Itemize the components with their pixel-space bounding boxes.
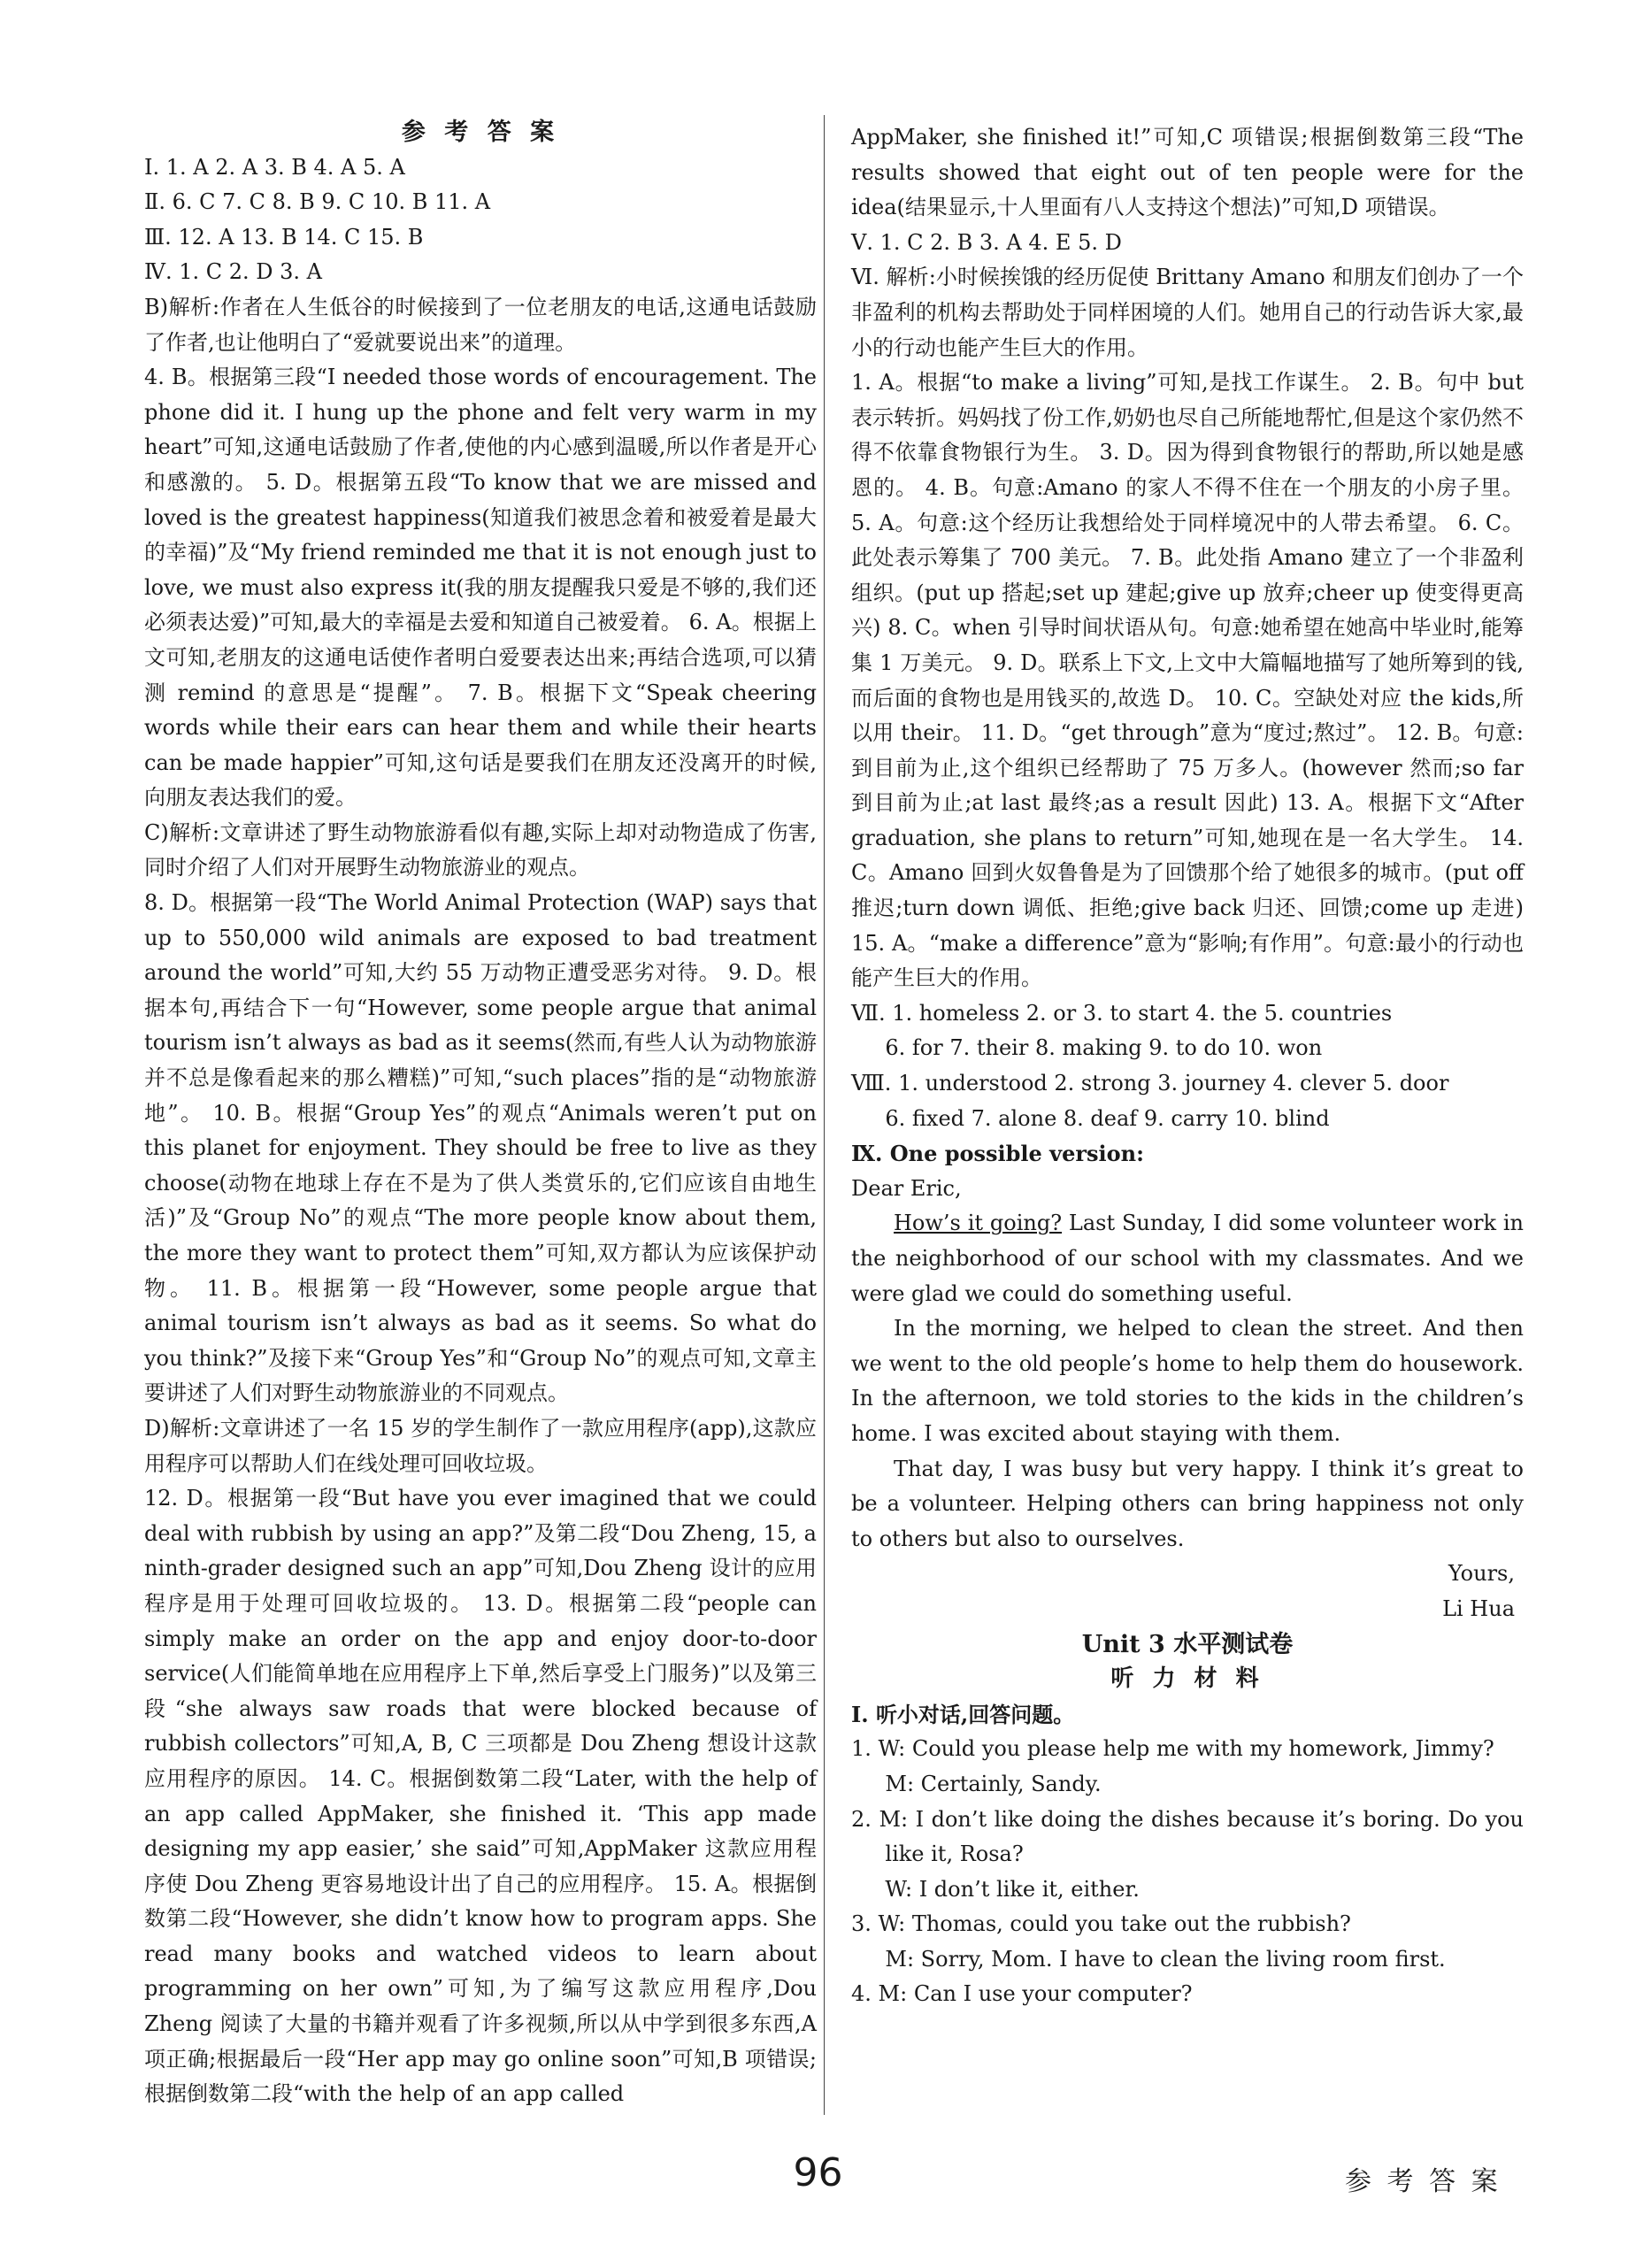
dialogue-2 (851, 1803, 1524, 1908)
answer-row-4: Ⅳ. 1. C 2. D 3. A (144, 259, 323, 285)
dialogue-line: M: Sorry, Mom. I have to clean the living room first. (885, 1946, 1446, 1972)
left-column (144, 115, 817, 2112)
section-6-summary: Ⅵ. 解析:小时候挨饿的经历促使 Brittany Amano 和朋友们创办了一个非盈利的机构去帮助处于同样困境的人们。她用自己的行动告诉大家,最小的行动也能产生巨大的作用。 (851, 265, 1524, 360)
answer-heading: 参 考 答 案 (401, 119, 560, 146)
dialogue-line (851, 1907, 1524, 1942)
answer-row-1: Ⅰ. 1. A 2. A 3. B 4. A 5. A (144, 154, 405, 180)
letter-paragraph-3: That day, I was busy but very happy. I think it’s great to be a volunteer. Helping others can bring happiness not only to others but also to ourselves. (851, 1456, 1524, 1551)
section-6-explanations: 1. A。根据“to make a living”可知,是找工作谋生。 2. B。句中 but 表示转折。妈妈找了份工作,奶奶也尽自己所能地帮忙,但是这个家仍然不得不依靠食物银行为生。 3. D。因为得到食物银行的帮助,所以她是感恩的。 4. B。句意:Amano 的家人不得不住在一个朋友的小房子里。 5. A。句意:这个经历让我想给处于同样境况中的人带去希望。 6. C。此处表示筹集了 700 美元。 7. B。此处指 Amano 建立了一个非盈利组织。(put up 搭起;set up 建起;give up 放弃;cheer up 使变得更高兴) 8. C。when 引导时间状语从句。句意:她希望在她高中毕业时,能筹集 1 万美元。 9. D。联系上下文,上文中大篇幅地描写了她所筹到的钱,而后面的食物也是用钱买的,故选 D。 10. C。空缺处对应 the kids,所以用 their。 11. D。“get through”意为“度过;熬过”。 12. B。句意:到目前为止,这个组织已经帮助了 75 万多人。(however 然而;so far 到目前为止;at last 最终;as a result 因此) 13. A。根据下文“After graduation, she plans to return”可知,她现在是一名大学生。 14. C。Amano 回到火奴鲁鲁是为了回馈那个给了她很多的城市。(put off 推迟;turn down 调低、拒绝;give back 归还、回馈;come up 走进) 15. A。“make a difference”意为“影响;有作用”。句意:最小的行动也能产生巨大的作用。 (851, 370, 1524, 991)
dialogue-number: 3. (851, 1911, 872, 1937)
dialogue-4 (851, 1977, 1524, 2012)
dialogue-3 (851, 1907, 1524, 1977)
passage-d-explanations: 12. D。根据第一段“But have you ever imagined that we could deal with rubbish by using an app?”及第二段“Dou Zheng, 15, a ninth-grader designed such an app”可知,Dou Zheng 设计的应用程序是用于处理可回收垃圾的。 13. D。根据第二段“people can simply make an order on the app and enjoy door-to-door service(人们能简单地在应用程序上下单,然后享受上门服务)”以及第三段“she always saw roads that were blocked because of rubbish collectors”可知,A, B, C 三项都是 Dou Zheng 想设计这款应用程序的原因。 14. C。根据倒数第二段“Later, with the help of an app called AppMaker, she finished it. ‘This app made designing my app easier,’ she said”可知,AppMaker 这款应用程序使 Dou Zheng 更容易地设计出了自己的应用程序。 15. A。根据倒数第二段“However, she didn’t know how to program apps. She read many books and watched videos to learn about programming on her own”可知,为了编写这款应用程序,Dou Zheng 阅读了大量的书籍并观看了许多视频,所以从中学到很多东西,A 项正确;根据最后一段“Her app may go online soon”可知,B 项错误;根据倒数第二段“with the help of an app called (144, 1486, 817, 2107)
section-7-row-1: Ⅶ. 1. homeless 2. or 3. to start 4. the 5. countries (851, 1000, 1393, 1026)
dialogue-line (851, 1977, 1524, 2012)
unit-title: Unit 3 水平测试卷 (1081, 1630, 1294, 1658)
letter-paragraph-2: In the morning, we helped to clean the street. And then we went to the old people’s home to help them do housework. In the afternoon, we told stories to the kids in the children’s home. I was excited about staying with them. (851, 1316, 1524, 1446)
passage-c-explanations: 8. D。根据第一段“The World Animal Protection (WAP) says that up to 550,000 wild animals are exposed to bad treatment around the world”可知,大约 55 万动物正遭受恶劣对待。 9. D。根据本句,再结合下一句“However, some people argue that animal tourism isn’t always as bad as it seems(然而,有些人认为动物旅游并不总是像看起来的那么糟糕)”可知,“such places”指的是“动物旅游地”。 10. B。根据“Group Yes”的观点“Animals weren’t put on this planet for enjoyment. They should be free to live as they choose(动物在地球上存在不是为了供人类赏乐的,它们应该自由地生活)”及“Group No”的观点“The more people know about them, the more they want to protect them”可知,双方都认为应该保护动物。 11. B。根据第一段“However, some people argue that animal tourism isn’t always as bad as it seems. So what do you think?”及接下来“Group Yes”和“Group No”的观点可知,文章主要讲述了人们对野生动物旅游业的不同观点。 (144, 890, 817, 1406)
section-7-row-2: 6. for 7. their 8. making 9. to do 10. won (885, 1035, 1323, 1061)
dialogue-line: M: Certainly, Sandy. (885, 1771, 1102, 1796)
dialogue-text: M: I don’t like doing the dishes because it’s boring. Do you like it, Rosa? (879, 1806, 1524, 1867)
section-8-row-1: Ⅷ. 1. understood 2. strong 3. journey 4. clever 5. door (851, 1071, 1449, 1096)
letter-opening: How’s it going? (894, 1211, 1063, 1236)
passage-b-explanations: 4. B。根据第三段“I needed those words of encouragement. The phone did it. I hung up the phone and felt very warm in my heart”可知,这通电话鼓励了作者,使他的内心感到温暖,所以作者是开心和感激的。 5. D。根据第五段“To know that we are missed and loved is the greatest happiness(知道我们被思念着和被爱着是最大的幸福)”及“My friend reminded me that it is not enough just to love, we must also express it(我的朋友提醒我只爱是不够的,我们还必须表达爱)”可知,最大的幸福是去爱和知道自己被爱着。 6. A。根据上文可知,老朋友的这通电话使作者明白爱要表达出来;再结合选项,可以猜测 remind 的意思是“提醒”。 7. B。根据下文“Speak cheering words while their ears can hear them and while their hearts can be made happier”可知,这句话是要我们在朋友还没离开的时候,向朋友表达我们的爱。 (144, 365, 817, 811)
dialogue-line (851, 1732, 1524, 1767)
passage-d-summary: D)解析:文章讲述了一名 15 岁的学生制作了一款应用程序(app),这款应用程序可以帮助人们在线处理可回收垃圾。 (144, 1415, 817, 1476)
footer-label: 参 考 答 案 (1345, 2166, 1502, 2197)
right-column (851, 120, 1524, 2012)
dialogue-number: 1. (851, 1736, 872, 1762)
answer-row-3: Ⅲ. 12. A 13. B 14. C 15. B (144, 224, 424, 250)
section-8-row-2: 6. fixed 7. alone 8. deaf 9. carry 10. blind (885, 1105, 1330, 1131)
letter-closing: Yours, (1448, 1561, 1515, 1587)
dialogue-text: W: Thomas, could you take out the rubbish? (878, 1911, 1351, 1937)
section-5-answers: Ⅴ. 1. C 2. B 3. A 4. E 5. D (851, 229, 1122, 255)
dialogue-text: M: Can I use your computer? (878, 1981, 1193, 2007)
letter-paragraph-1 (851, 1206, 1524, 1311)
letter-signature: Li Hua (1442, 1595, 1515, 1621)
dialogue-text: W: Could you please help me with my homework, Jimmy? (878, 1736, 1494, 1762)
dialogue-number: 4. (851, 1981, 872, 2007)
passage-c-summary: C)解析:文章讲述了野生动物旅游看似有趣,实际上却对动物造成了伤害,同时介绍了人们对开展野生动物旅游业的观点。 (144, 819, 817, 880)
column-divider (824, 115, 825, 2115)
listening-section-label: Ⅰ. 听小对话,回答问题。 (851, 1701, 1075, 1727)
page-number: 96 (793, 2150, 843, 2195)
passage-d-continued: AppMaker, she finished it!”可知,C 项错误;根据倒数第三段“The results showed that eight out of ten people were for the idea(结果显示,十人里面有八人支持这个想法)”可知,D 项错误。 (851, 125, 1524, 220)
dialogue-1 (851, 1732, 1524, 1802)
answer-row-2: Ⅱ. 6. C 7. C 8. B 9. C 10. B 11. A (144, 189, 491, 215)
letter-paragraph-1-rest: Last Sunday, I did some volunteer work in the neighborhood of our school with my classmates. And we were glad we could do something useful. (851, 1211, 1525, 1306)
passage-b-summary: B)解析:作者在人生低谷的时候接到了一位老朋友的电话,这通电话鼓励了作者,也让他明白了“爱就要说出来”的道理。 (144, 294, 817, 355)
dialogue-line: W: I don’t like it, either. (885, 1876, 1140, 1902)
letter-greeting: Dear Eric, (851, 1175, 962, 1201)
dialogue-line (851, 1803, 1524, 1872)
listening-title: 听 力 材 料 (1110, 1665, 1264, 1693)
dialogue-number: 2. (851, 1806, 872, 1832)
section-9-label: Ⅸ. One possible version: (851, 1141, 1144, 1167)
